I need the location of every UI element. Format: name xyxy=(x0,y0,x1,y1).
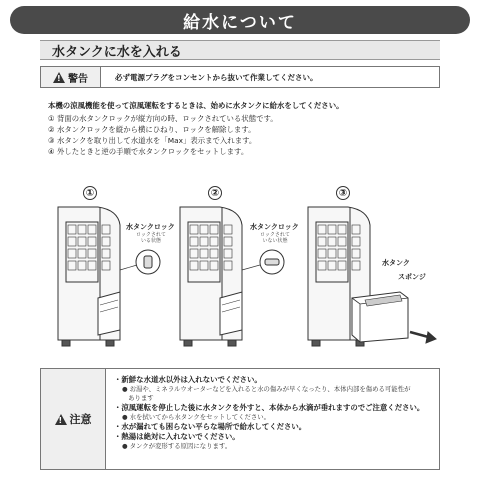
caution-item-4-note: ● タンクが変形する原因になります。 xyxy=(122,442,232,450)
page-title: 給水について xyxy=(10,6,470,34)
step-2: ② 水タンクロックを縦から横にひねり、ロックを解除します。 xyxy=(48,125,256,134)
caution-label-cell xyxy=(41,369,106,469)
warning-label-cell xyxy=(41,67,101,87)
warning-label: 警告 xyxy=(68,73,88,85)
step-3: ③ 水タンクを取り出して水道水を「Max」表示まで入れます。 xyxy=(48,136,257,145)
fig2-callout-sub: ロックされて いない状態 xyxy=(260,232,290,244)
section-title: 水タンクに水を入れる xyxy=(40,40,440,60)
caution-box xyxy=(40,368,440,470)
fig3-tank-label: 水タンク xyxy=(382,259,410,267)
caution-item-1: ・新鮮な水道水以外は入れないでください。 xyxy=(114,375,262,384)
fig1-callout: 水タンクロック xyxy=(126,223,175,231)
step-4: ④ 外したときと逆の手順で水タンクロックをセットします。 xyxy=(48,147,249,156)
caution-items xyxy=(106,369,439,469)
intro-text: 本機の涼風機能を使って涼風運転をするときは、始めに水タンクに給水をしてください。 xyxy=(48,101,344,110)
warning-box xyxy=(40,66,440,88)
fig1-callout-sub: ロックされて いる状態 xyxy=(136,232,166,244)
caution-item-1-note: ● お湯や、ミネラルウオーターなどを入れると水の傷みが早くなったり、本体内部を傷める可能性が あります xyxy=(122,385,411,402)
fig2-callout: 水タンクロック xyxy=(250,223,299,231)
figure-number-3: ③ xyxy=(336,186,350,200)
caution-triangle-icon: ! xyxy=(55,414,67,425)
steps-list xyxy=(48,113,278,157)
caution-item-2: ・涼風運転を停止した後に水タンクを外すと、本体から水滴が垂れますのでご注意ください。 xyxy=(114,403,425,412)
caution-item-2-note: ● 水を拭いてから水タンクをセットしてください。 xyxy=(122,413,271,421)
caution-item-3: ・水が漏れても困らない平らな場所で給水してください。 xyxy=(114,422,307,431)
warning-text: 必ず電源プラグをコンセントから抜いて作業してください。 xyxy=(115,72,318,82)
caution-item-4: ・熱湯は絶対に入れないでください。 xyxy=(114,432,240,441)
figure-number-1: ① xyxy=(83,186,97,200)
step-1: ① 背面の水タンクロックが縦方向の時、ロックされている状態です。 xyxy=(48,114,278,123)
warning-triangle-icon: ! xyxy=(53,72,65,83)
figure-number-2: ② xyxy=(208,186,222,200)
caution-label: 注意 xyxy=(69,413,92,426)
illustration xyxy=(40,180,460,360)
fig3-sponge-label: スポンジ xyxy=(398,273,426,281)
